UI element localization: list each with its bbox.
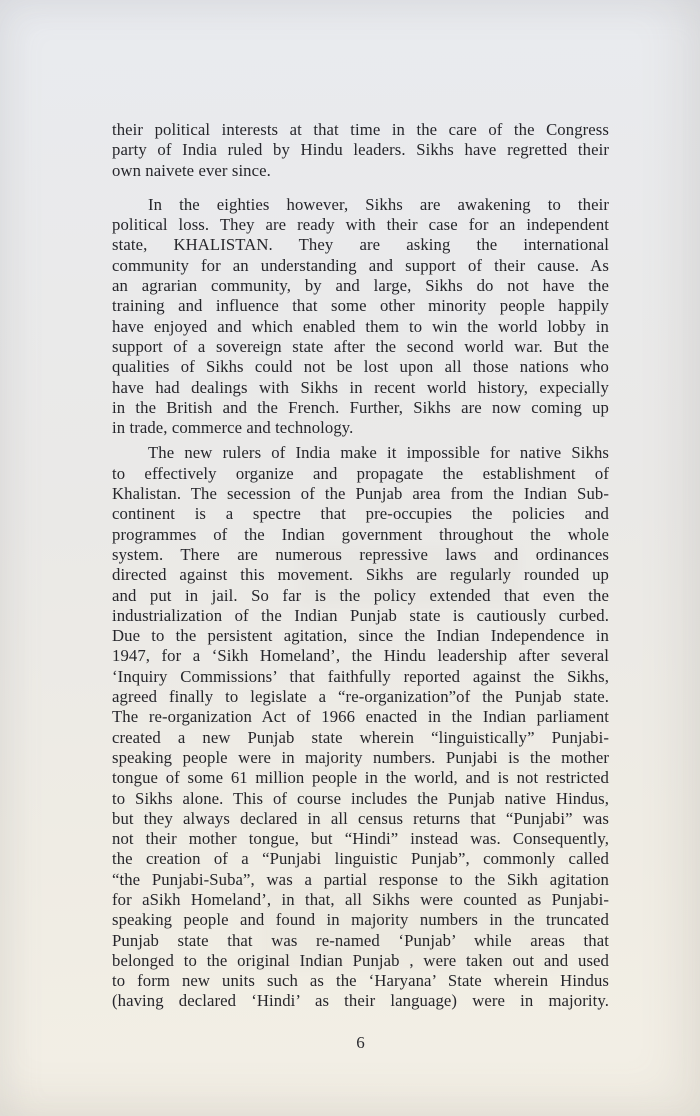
text-line: Punjab state that was re-named ‘Punjab’ while areas that [112,930,609,950]
text-line: for aSikh Homeland’, in that, all Sikhs were counted as Punjabi- [112,889,609,909]
text-line: “the Punjabi-Suba”, was a partial response to the Sikh agitation [112,869,609,889]
text-line: but they always declared in all census returns that “Punjabi” was [112,808,609,828]
text-line: training and influence that some other minority people happily [112,296,609,316]
text-line: the creation of a “Punjabi linguistic Punjab”, commonly called [112,849,609,869]
text-line: directed against this movement. Sikhs are regularly rounded up [112,565,609,585]
text-line: political loss. They are ready with their case for an independent [112,215,609,235]
text-line: own naivete ever since. [112,160,271,180]
text-line: Due to the persistent agitation, since the Indian Independence in [112,626,609,646]
text-line: continent is a spectre that pre-occupies the policies and [112,504,609,524]
text-line: have enjoyed and which enabled them to win the world lobby in [112,316,609,336]
text-line: speaking people were in majority numbers. Punjabi is the mother [112,747,609,767]
text-line: in trade, commerce and technology. [112,418,354,438]
paragraph [112,443,609,1011]
text-line: The re-organization Act of 1966 enacted in the Indian parliament [112,707,609,727]
text-line: (having declared ‘Hindi’ as their language) were in majority. [112,991,609,1011]
text-line: to Sikhs alone. This of course includes the Punjab native Hindus, [112,788,609,808]
text-line: 1947, for a ‘Sikh Homeland’, the Hindu leadership after several [112,646,609,666]
text-line: The new rulers of India make it impossible for native Sikhs [148,443,609,463]
text-line: speaking people and found in majority numbers in the truncated [112,910,609,930]
page-number: 6 [356,1033,365,1052]
text-line: to form new units such as the ‘Haryana’ State wherein Hindus [112,971,609,991]
text-line: community for an understanding and support of their cause. As [112,255,609,275]
text-line: Khalistan. The secession of the Punjab area from the Indian Sub- [112,484,609,504]
paragraph [112,195,609,439]
text-line: In the eighties however, Sikhs are awakening to their [148,194,609,214]
text-line: in the British and the French. Further, Sikhs are now coming up [112,397,609,417]
text-line: to effectively organize and propagate the establishment of [112,463,609,483]
text-line: qualities of Sikhs could not be lost upon all those nations who [112,357,609,377]
text-line: industrialization of the Indian Punjab state is cautiously curbed. [112,605,609,625]
text-block [112,120,609,1012]
text-line: state, KHALISTAN. They are asking the international [112,235,609,255]
text-line: not their mother tongue, but “Hindi” instead was. Consequently, [112,829,609,849]
text-line: system. There are numerous repressive laws and ordinances [112,544,609,564]
text-line: their political interests at that time in the care of the Congress [112,120,609,139]
text-line: party of India ruled by Hindu leaders. Sikhs have regretted their [112,140,609,160]
text-line: belonged to the original Indian Punjab , were taken out and used [112,950,609,970]
paragraph [112,120,609,181]
text-line: support of a sovereign state after the second world war. But the [112,336,609,356]
text-line: agreed finally to legislate a “re-organization”of the Punjab state. [112,687,609,707]
text-line: and put in jail. So far is the policy extended that even the [112,585,609,605]
text-line: programmes of the Indian government throughout the whole [112,524,609,544]
text-line: tongue of some 61 million people in the world, and is not restricted [112,768,609,788]
text-line: created a new Punjab state wherein “linguistically” Punjabi- [112,727,609,747]
text-line: ‘Inquiry Commissions’ that faithfully reported against the Sikhs, [112,666,609,686]
text-line: have had dealings with Sikhs in recent world history, expecially [112,377,609,397]
text-line: an agrarian community, by and large, Sikhs do not have the [112,276,609,296]
